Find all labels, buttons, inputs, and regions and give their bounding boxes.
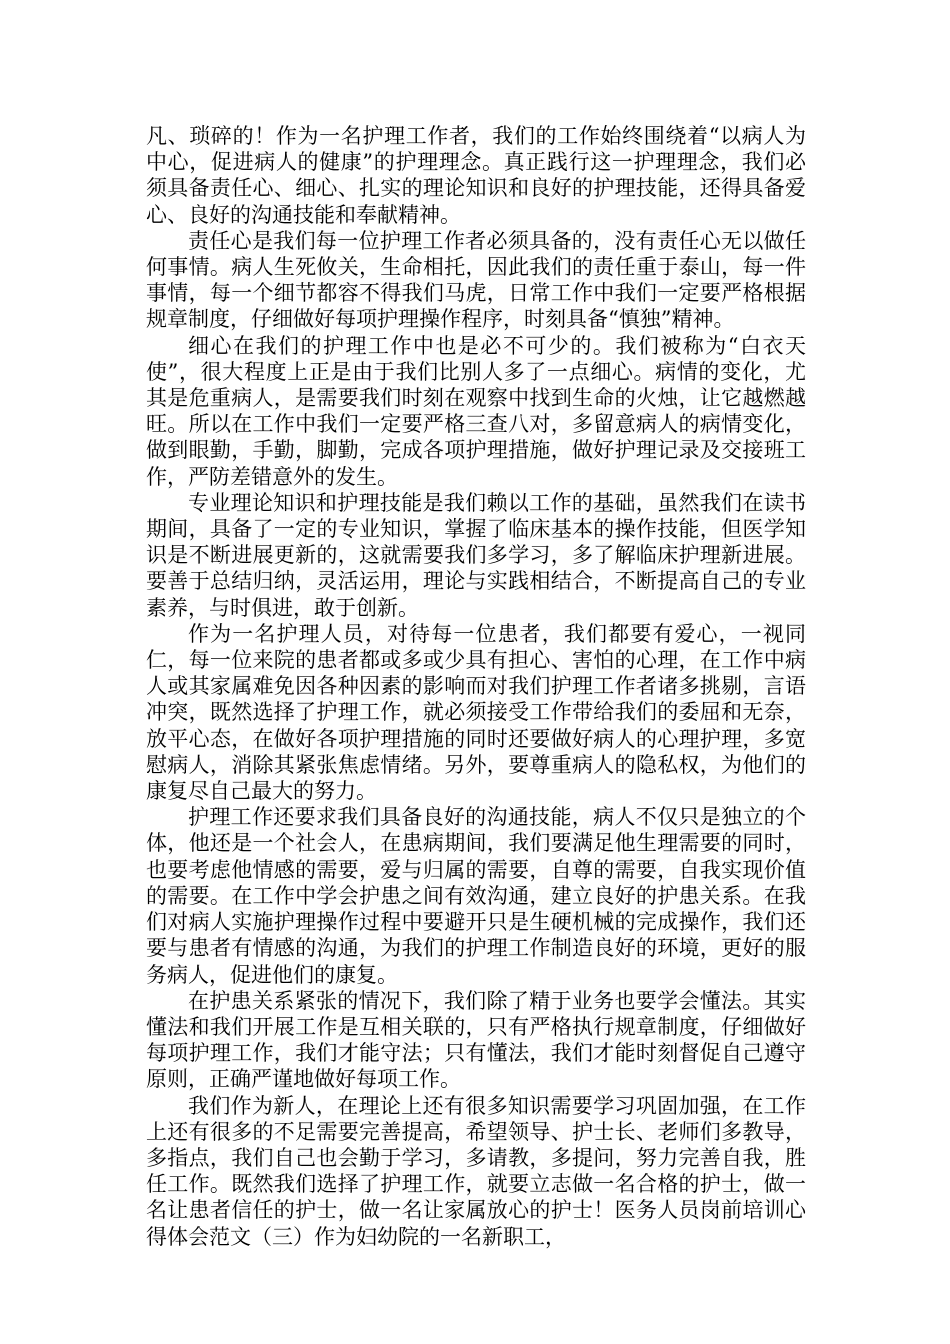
paragraph-3: 细心在我们的护理工作中也是必不可少的。我们被称为“白衣天使”，很大程度上正是由于我们比别人多了一点细心。病情的变化，尤其是危重病人，是需要我们时刻在观察中找到生命的火烛，让它越燃越旺。所以在工作中我们一定要严格三查八对，多留意病人的病情变化，做到眼勤，手勤，脚勤，完成各项护理措施，做好护理记录及交接班工作，严防差错意外的发生。 — [146, 333, 806, 489]
paragraph-2: 责任心是我们每一位护理工作者必须具备的，没有责任心无以做任何事情。病人生死攸关，生命相托，因此我们的责任重于泰山，每一件事情，每一个细节都容不得我们马虎，日常工作中我们一定要严格根据规章制度，仔细做好每项护理操作程序，时刻具备“慎独”精神。 — [146, 228, 806, 332]
paragraph-1: 凡、琐碎的！作为一名护理工作者，我们的工作始终围绕着“以病人为中心，促进病人的健康”的护理理念。真正践行这一护理理念，我们必须具备责任心、细心、扎实的理论知识和良好的护理技能，还得具备爱心、良好的沟通技能和奉献精神。 — [146, 124, 806, 227]
paragraph-8: 我们作为新人，在理论上还有很多知识需要学习巩固加强，在工作上还有很多的不足需要完善提高，希望领导、护士长、老师们多教导，多指点，我们自己也会勤于学习，多请教，多提问，努力完善自我，胜任工作。既然我们选择了护理工作，就要立志做一名合格的护士，做一名让患者信任的护士，做一名让家属放心的护士！医务人员岗前培训心得体会范文（三）作为妇幼院的一名新职工， — [146, 1093, 806, 1249]
paragraph-7: 在护患关系紧张的情况下，我们除了精于业务也要学会懂法。其实懂法和我们开展工作是互相关联的，只有严格执行规章制度，仔细做好每项护理工作，我们才能守法；只有懂法，我们才能时刻督促自己遵守原则，正确严谨地做好每项工作。 — [146, 988, 806, 1092]
paragraph-5: 作为一名护理人员，对待每一位患者，我们都要有爱心，一视同仁，每一位来院的患者都或多或少具有担心、害怕的心理，在工作中病人或其家属难免因各种因素的影响而对我们护理工作者诸多挑剔，言语冲突，既然选择了护理工作，就必须接受工作带给我们的委屈和无奈，放平心态，在做好各项护理措施的同时还要做好病人的心理护理，多宽慰病人，消除其紧张焦虑情绪。另外，要尊重病人的隐私权，为他们的康复尽自己最大的努力。 — [146, 621, 806, 804]
document-body — [146, 123, 806, 1250]
paragraph-6: 护理工作还要求我们具备良好的沟通技能，病人不仅只是独立的个体，他还是一个社会人，在患病期间，我们要满足他生理需要的同时，也要考虑他情感的需要，爱与归属的需要，自尊的需要，自我实现价值的需要。在工作中学会护患之间有效沟通，建立良好的护患关系。在我们对病人实施护理操作过程中要避开只是生硬机械的完成操作，我们还要与患者有情感的沟通，为我们的护理工作制造良好的环境，更好的服务病人，促进他们的康复。 — [146, 805, 806, 987]
paragraph-4: 专业理论知识和护理技能是我们赖以工作的基础，虽然我们在读书期间，具备了一定的专业知识，掌握了临床基本的操作技能，但医学知识是不断进展更新的，这就需要我们多学习，多了解临床护理新进展。要善于总结归纳，灵活运用，理论与实践相结合，不断提高自己的专业素养，与时俱进，敢于创新。 — [146, 490, 806, 620]
